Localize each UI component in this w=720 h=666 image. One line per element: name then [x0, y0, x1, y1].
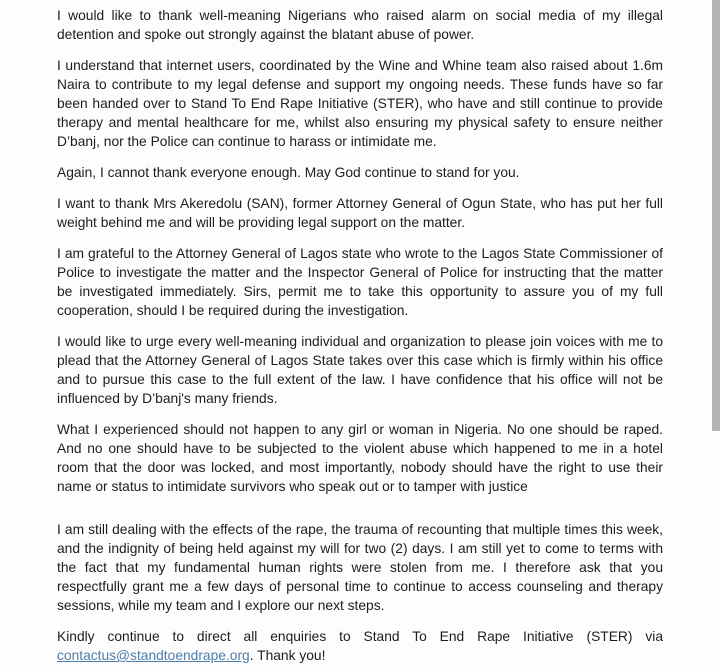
- closing-prefix: Kindly continue to direct all enquiries to Stand To End Rape Initiative (STER) via: [57, 629, 663, 644]
- paragraph-urge-join-voices: I would like to urge every well-meaning individual and organization to please join voices with me to plead that the Attorney General of Lagos State takes over this case which is firmly within his office and to pursue this case to the full extent of the law. I have confidence that his office will not be influenced by D’banj's many friends.: [57, 334, 663, 406]
- screenshot-edge-strip: [712, 0, 720, 431]
- paragraph-still-dealing: I am still dealing with the effects of the rape, the trauma of recounting that multiple times this week, and the indignity of being held against my will for two (2) days. I am still yet to come to terms with the fact that my fundamental human rights were stolen from me. I therefore ask that you respectfully grant me a few days of personal time to continue to access counseling and therapy sessions, while my team and I explore our next steps.: [57, 522, 663, 613]
- paragraph-attorney-general-lagos: I am grateful to the Attorney General of Lagos state who wrote to the Lagos State Commissioner of Police to investigate the matter and the Inspector General of Police for instructing that the matter be investigated immediately. Sirs, permit me to take this opportunity to assure you of my full cooperation, should I be required during the investigation.: [57, 246, 663, 318]
- email-link[interactable]: contactus@standtoendrape.org: [57, 648, 250, 663]
- statement-body: [57, 6, 663, 666]
- paragraph-gratitude: Again, I cannot thank everyone enough. May God continue to stand for you.: [57, 165, 520, 180]
- paragraph-closing: [57, 627, 663, 665]
- paragraph-thanks-nigerians: I would like to thank well-meaning Nigerians who raised alarm on social media of my illegal detention and spoke out strongly against the blatant abuse of power.: [57, 8, 663, 42]
- paragraph-no-one-should-be-raped: What I experienced should not happen to any girl or woman in Nigeria. No one should be raped. And no one should have to be subjected to the violent abuse which happened to me in a hotel room that the door was locked, and most importantly, nobody should have the right to use their name or status to intimidate survivors who speak out or to tamper with justice: [57, 422, 663, 494]
- closing-suffix: . Thank you!: [249, 648, 326, 663]
- paragraph-akeredolu: I want to thank Mrs Akeredolu (SAN), former Attorney General of Ogun State, who has put her full weight behind me and will be providing legal support on the matter.: [57, 196, 663, 230]
- paragraph-fundraising-ster: I understand that internet users, coordinated by the Wine and Whine team also raised about 1.6m Naira to contribute to my legal defense and support my ongoing needs. These funds have so far been handed over to Stand To End Rape Initiative (STER), who have and still continue to provide therapy and mental healthcare for me, whilst also ensuring my physical safety to ensure neither D’banj, nor the Police can continue to harass or intimidate me.: [57, 58, 663, 149]
